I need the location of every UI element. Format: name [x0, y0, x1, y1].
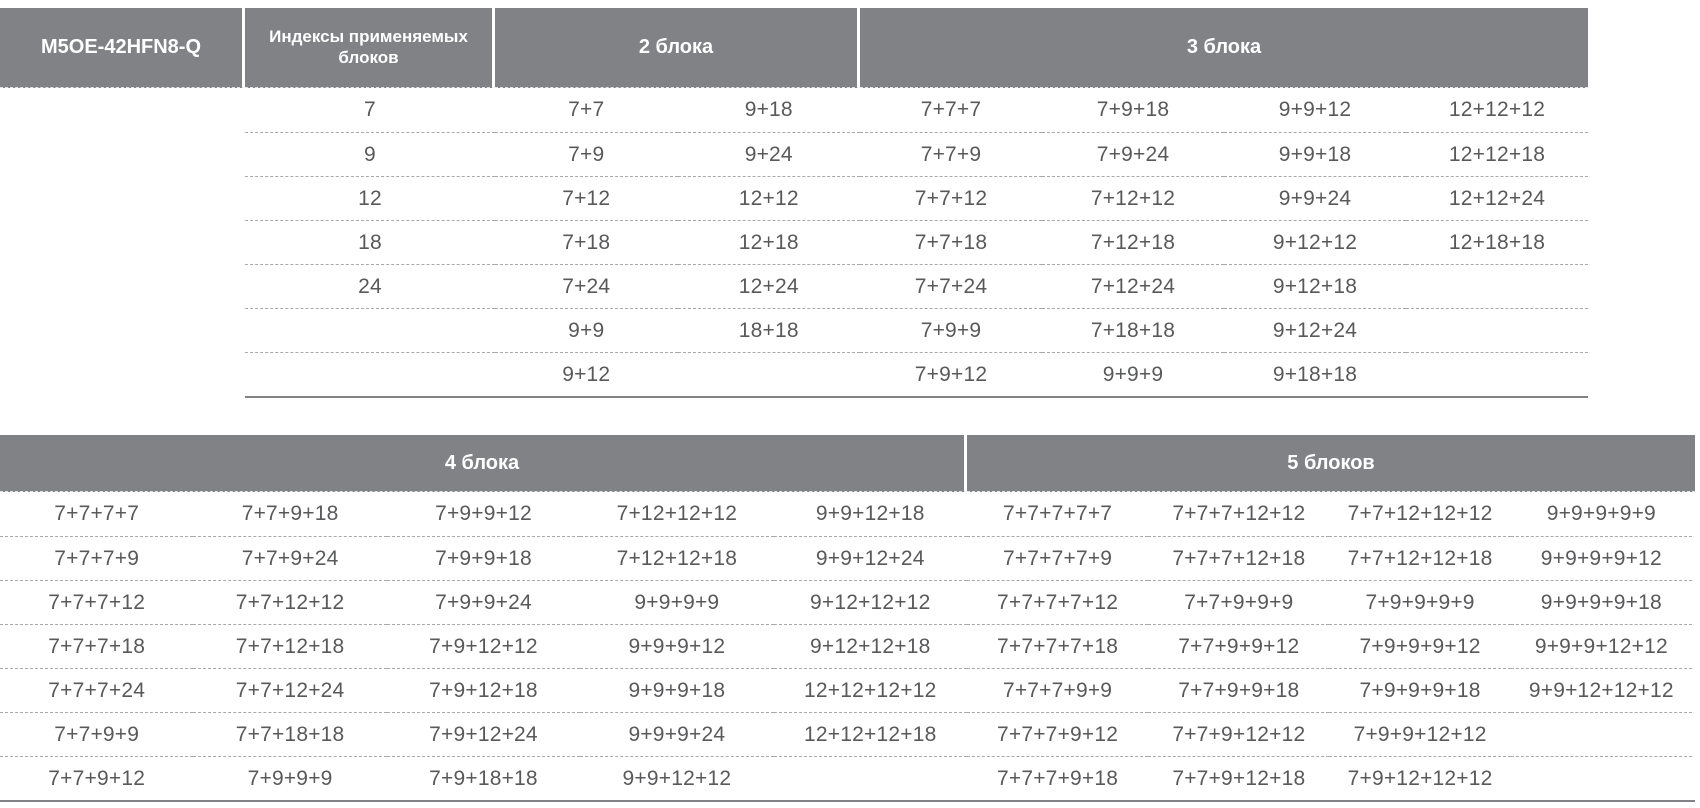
table-cell: 7+7+7+24 — [0, 668, 193, 712]
bottom-combinations-table — [0, 435, 1695, 802]
table-cell: 7+7+7+7+9 — [967, 536, 1148, 580]
table-cell: 7+7+7+12 — [0, 580, 193, 624]
table-cell — [1511, 712, 1692, 756]
table-cell: 7+18+18 — [1042, 308, 1224, 352]
table-cell: 9+18+18 — [1224, 352, 1406, 396]
table-cell — [245, 352, 495, 396]
table-cell: 7+7+9+9 — [0, 712, 193, 756]
table-cell: 7+9+9+24 — [387, 580, 580, 624]
table-cell: 9+9+9+18 — [580, 668, 773, 712]
table-cell: 9+9+12 — [1278, 98, 1352, 121]
table-cell: 9+12+12+18 — [774, 624, 967, 668]
table-cell: 7+12+12+18 — [580, 536, 773, 580]
table-cell: 7+7+12+12+18 — [1329, 536, 1510, 580]
table-cell: 9+9+12+24 — [774, 536, 967, 580]
model-name-header: M5OE-42HFN8-Q — [0, 8, 245, 88]
group-header-3-blocks: 3 блока — [860, 8, 1588, 88]
table-cell: 7+7+12+18 — [193, 624, 386, 668]
table-cell: 7+9+12 — [860, 352, 1042, 396]
table-cell: 7+7+7+12+12 — [1172, 502, 1306, 525]
table-cell — [774, 756, 967, 800]
table-cell: 7+9 — [495, 132, 678, 176]
table-cell: 7+7+12 — [860, 176, 1042, 220]
top-combinations-table — [0, 8, 1588, 398]
table-cell: 7+7+7+12+18 — [1148, 536, 1329, 580]
table-cell: 9+12 — [495, 352, 678, 396]
table-cell: 12+12+18 — [1406, 132, 1588, 176]
table-cell: 24 — [245, 264, 495, 308]
table-cell: 7+7+9+9+9 — [1148, 580, 1329, 624]
table-cell: 7+7+7+7+18 — [967, 624, 1148, 668]
table-cell: 12+24 — [678, 264, 861, 308]
table-cell: 7+7+7+9+18 — [967, 756, 1148, 800]
table-cell: 7+7+7+7+12 — [967, 580, 1148, 624]
table-cell: 12+18+18 — [1406, 220, 1588, 264]
table-cell: 12+12+24 — [1406, 176, 1588, 220]
table-cell: 7+9+9+9 — [193, 756, 386, 800]
table-cell: 9+9+9+9+9 — [1546, 502, 1656, 525]
table-cell: 9+9+9+9+12 — [1511, 536, 1692, 580]
table-cell: 7+9+12+24 — [387, 712, 580, 756]
group-header-2-blocks: 2 блока — [495, 8, 860, 88]
table-cell: 12+12+12+12 — [774, 668, 967, 712]
table-cell — [1511, 756, 1692, 800]
table-cell: 9+9+18 — [1224, 132, 1406, 176]
table-cell: 7+24 — [495, 264, 678, 308]
table-cell: 9+12+24 — [1224, 308, 1406, 352]
table-cell: 9+9+9 — [1042, 352, 1224, 396]
table-cell: 7+7+18 — [860, 220, 1042, 264]
table-cell: 18+18 — [678, 308, 861, 352]
table-cell: 7+7+7+7 — [54, 502, 140, 525]
table-cell: 9+12+12+12 — [774, 580, 967, 624]
table-cell: 7+7+9+12+18 — [1148, 756, 1329, 800]
table-cell: 9+9+24 — [1224, 176, 1406, 220]
table-cell: 7+9+9+9+18 — [1329, 668, 1510, 712]
table-cell: 7+9+12+12+12 — [1329, 756, 1510, 800]
table-cell — [1406, 352, 1588, 396]
table-cell: 7+7+9+9+12 — [1148, 624, 1329, 668]
table-cell: 7+9+9+12 — [435, 502, 532, 525]
table-cell: 9+9+9+12 — [580, 624, 773, 668]
table-cell: 7+7+9+12+12 — [1148, 712, 1329, 756]
table-cell: 7+7+7+9+12 — [967, 712, 1148, 756]
table-cell: 7+7+18+18 — [193, 712, 386, 756]
table-cell: 7 — [364, 98, 376, 121]
table-cell: 7+7+7 — [920, 98, 982, 121]
top-table-header — [0, 8, 1588, 88]
table-cell: 7+7+7+9+9 — [967, 668, 1148, 712]
table-cell: 7+12+12+12 — [616, 502, 738, 525]
table-cell: 9+9+12+12+12 — [1511, 668, 1692, 712]
table-cell: 9+9+9+12+12 — [1511, 624, 1692, 668]
table-cell: 7+9+9+9+12 — [1329, 624, 1510, 668]
table-cell: 12+12+12 — [1448, 98, 1546, 121]
table-cell: 7+9+9+9+9 — [1329, 580, 1510, 624]
table-cell: 9+18 — [744, 98, 793, 121]
table-cell: 12+18 — [678, 220, 861, 264]
table-cell: 9+9+12+18 — [815, 502, 925, 525]
table-cell — [1406, 308, 1588, 352]
table-cell: 9 — [245, 132, 495, 176]
table-cell: 7+9+9+18 — [387, 536, 580, 580]
table-cell — [1406, 264, 1588, 308]
table-cell: 7+9+24 — [1042, 132, 1224, 176]
bottom-table-body — [0, 492, 1695, 802]
table-cell: 9+9+12+12 — [580, 756, 773, 800]
table-cell: 7+7+7+18 — [0, 624, 193, 668]
table-cell: 7+7+9+18 — [241, 502, 339, 525]
group-header-4-blocks: 4 блока — [0, 435, 967, 492]
table-cell: 7+7+9 — [860, 132, 1042, 176]
table-cell: 18 — [245, 220, 495, 264]
table-cell: 7+18 — [495, 220, 678, 264]
table-cell: 9+9+9+9+18 — [1511, 580, 1692, 624]
table-cell: 7+12+12 — [1042, 176, 1224, 220]
table-cell: 7+12+24 — [1042, 264, 1224, 308]
table-cell: 9+24 — [678, 132, 861, 176]
table-cell: 7+7+24 — [860, 264, 1042, 308]
top-table-body — [245, 88, 1588, 398]
table-cell: 7+9+12+18 — [387, 668, 580, 712]
table-cell: 7+12 — [495, 176, 678, 220]
index-column-header: Индексы применяемых блоков — [245, 8, 495, 88]
table-cell: 7+9+18 — [1096, 98, 1170, 121]
table-cell: 7+7+7+7+7 — [1002, 502, 1113, 525]
table-cell: 7+7 — [568, 98, 605, 121]
table-cell: 7+7+7+9 — [0, 536, 193, 580]
bottom-table-header — [0, 435, 1695, 492]
table-cell: 7+7+12+12+12 — [1347, 502, 1493, 525]
table-cell: 7+7+12+12 — [193, 580, 386, 624]
table-cell: 9+9+9+24 — [580, 712, 773, 756]
table-cell: 7+9+18+18 — [387, 756, 580, 800]
table-cell: 7+7+12+24 — [193, 668, 386, 712]
table-cell: 7+7+9+12 — [0, 756, 193, 800]
table-cell: 7+7+9+9+18 — [1148, 668, 1329, 712]
table-cell — [245, 308, 495, 352]
table-cell: 9+12+12 — [1224, 220, 1406, 264]
group-header-5-blocks: 5 блоков — [967, 435, 1695, 492]
table-cell: 9+9 — [495, 308, 678, 352]
table-cell: 12+12 — [678, 176, 861, 220]
table-cell: 7+7+9+24 — [193, 536, 386, 580]
table-cell — [678, 352, 861, 396]
table-cell: 7+12+18 — [1042, 220, 1224, 264]
table-cell: 12+12+12+18 — [774, 712, 967, 756]
table-cell: 9+9+9+9 — [580, 580, 773, 624]
table-cell: 9+12+18 — [1224, 264, 1406, 308]
table-cell: 7+9+9 — [860, 308, 1042, 352]
table-cell: 7+9+9+12+12 — [1329, 712, 1510, 756]
table-cell: 12 — [245, 176, 495, 220]
table-cell: 7+9+12+12 — [387, 624, 580, 668]
